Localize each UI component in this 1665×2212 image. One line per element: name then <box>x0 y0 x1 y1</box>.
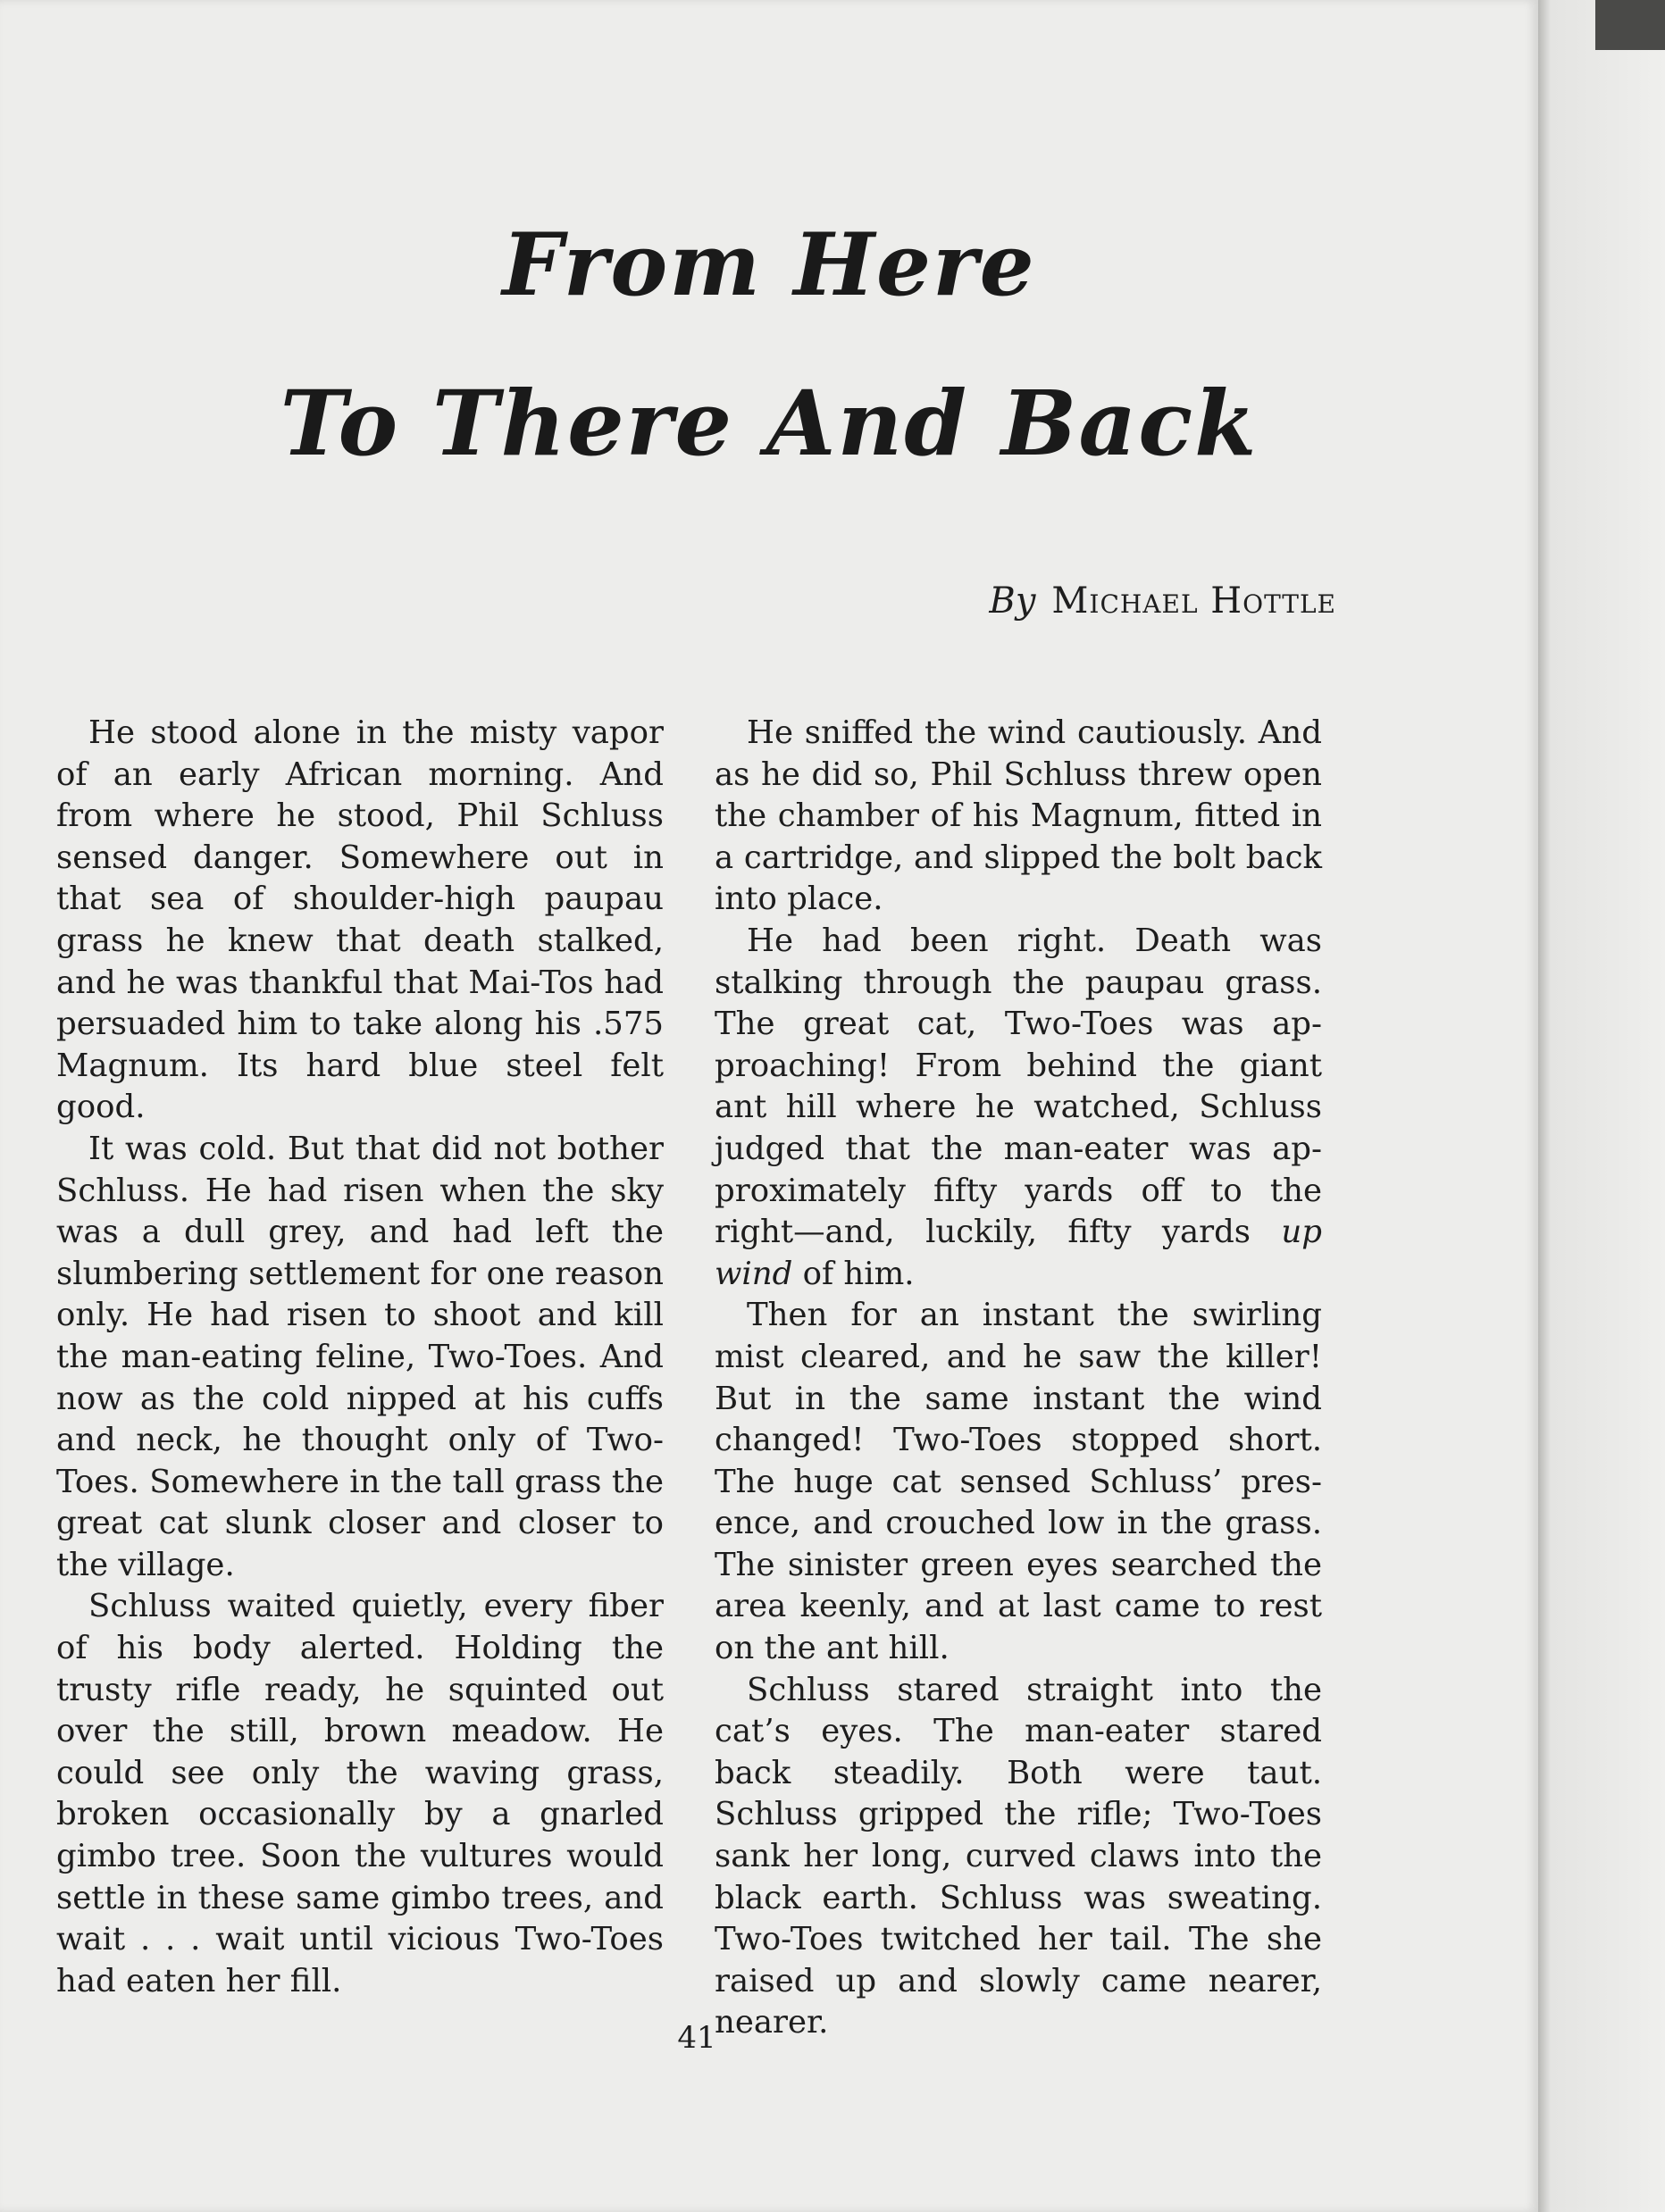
page-edge <box>1538 0 1665 2212</box>
page-number: 41 <box>677 2020 716 2056</box>
byline <box>989 580 1336 622</box>
paragraph: He stood alone in the misty vapor of an early African morning. And from where he stood, Phil Schluss sensed danger. Somewhere out in that sea of shoulder-high paupau grass he knew that death stalked, and he was thankful that Mai-Tos had persuaded him to take along his .575 Magnum. Its hard blue steel felt good. <box>56 714 664 1126</box>
paragraph: Schluss waited quietly, every fiber of his body alerted. Holding the trusty rifle ready, he squinted out over the still, brown meadow. He could see only the waving grass, broken occasionally by a gnarled gimbo tree. Soon the vultures would settle in these same gimbo trees, and wait . . . wait until vicious Two-Toes had eaten her fill. <box>56 1588 664 1999</box>
scan-corner-shadow <box>1595 0 1665 50</box>
paragraph: Schluss stared straight into the cat’s eyes. The man-eater stared back steadily. Both were taut. Schluss gripped the rifle; Two-Toes sank her long, curved claws into the black earth. Schluss was sweating. Two-Toes twitched her tail. The she raised up and slowly came nearer, nearer. <box>715 1671 1322 2041</box>
left-column <box>56 713 664 2002</box>
paragraph-text: He had been right. Death was stalking through the paupau grass. The great cat, Two-Toes was approaching! From behind the giant ant hill where he watched, Schluss judged that the man-eater was approximately fifty yards off to the right—and, luckily, fifty yards <box>715 922 1322 1251</box>
author-name: Michael Hottle <box>1051 580 1336 622</box>
byline-prefix: By <box>989 580 1036 622</box>
paragraph-text: of him. <box>792 1255 915 1292</box>
emphasized-text: up wind <box>715 1214 1322 1292</box>
paragraph: He sniffed the wind cautiously. And as he did so, Phil Schluss threw open the chamber of his Magnum, fitted in a cartridge, and slipped the bolt back into place. <box>715 714 1322 918</box>
paragraph: It was cold. But that did not bother Schluss. He had risen when the sky was a dull grey, and had left the slumbering settlement for one reason only. He had risen to shoot and kill the man-eating feline, Two-Toes. And now as the cold nipped at his cuffs and neck, he thought only of Two-Toes. Somewhere in the tall grass the great cat slunk closer and closer to the village. <box>56 1130 664 1583</box>
right-column <box>715 713 1322 2044</box>
paragraph: Then for an instant the swirling mist cleared, and he saw the killer! But in the same instant the wind changed! Two-Toes stopped short. The huge cat sensed Schluss’ presence, and crouched low in the grass. The sinister green eyes searched the area keenly, and at last came to rest on the ant hill. <box>715 1297 1322 1667</box>
article-title-line-1: From Here <box>502 214 1036 315</box>
article-title-line-2: To There And Back <box>280 371 1259 476</box>
paragraph <box>715 921 1322 1295</box>
